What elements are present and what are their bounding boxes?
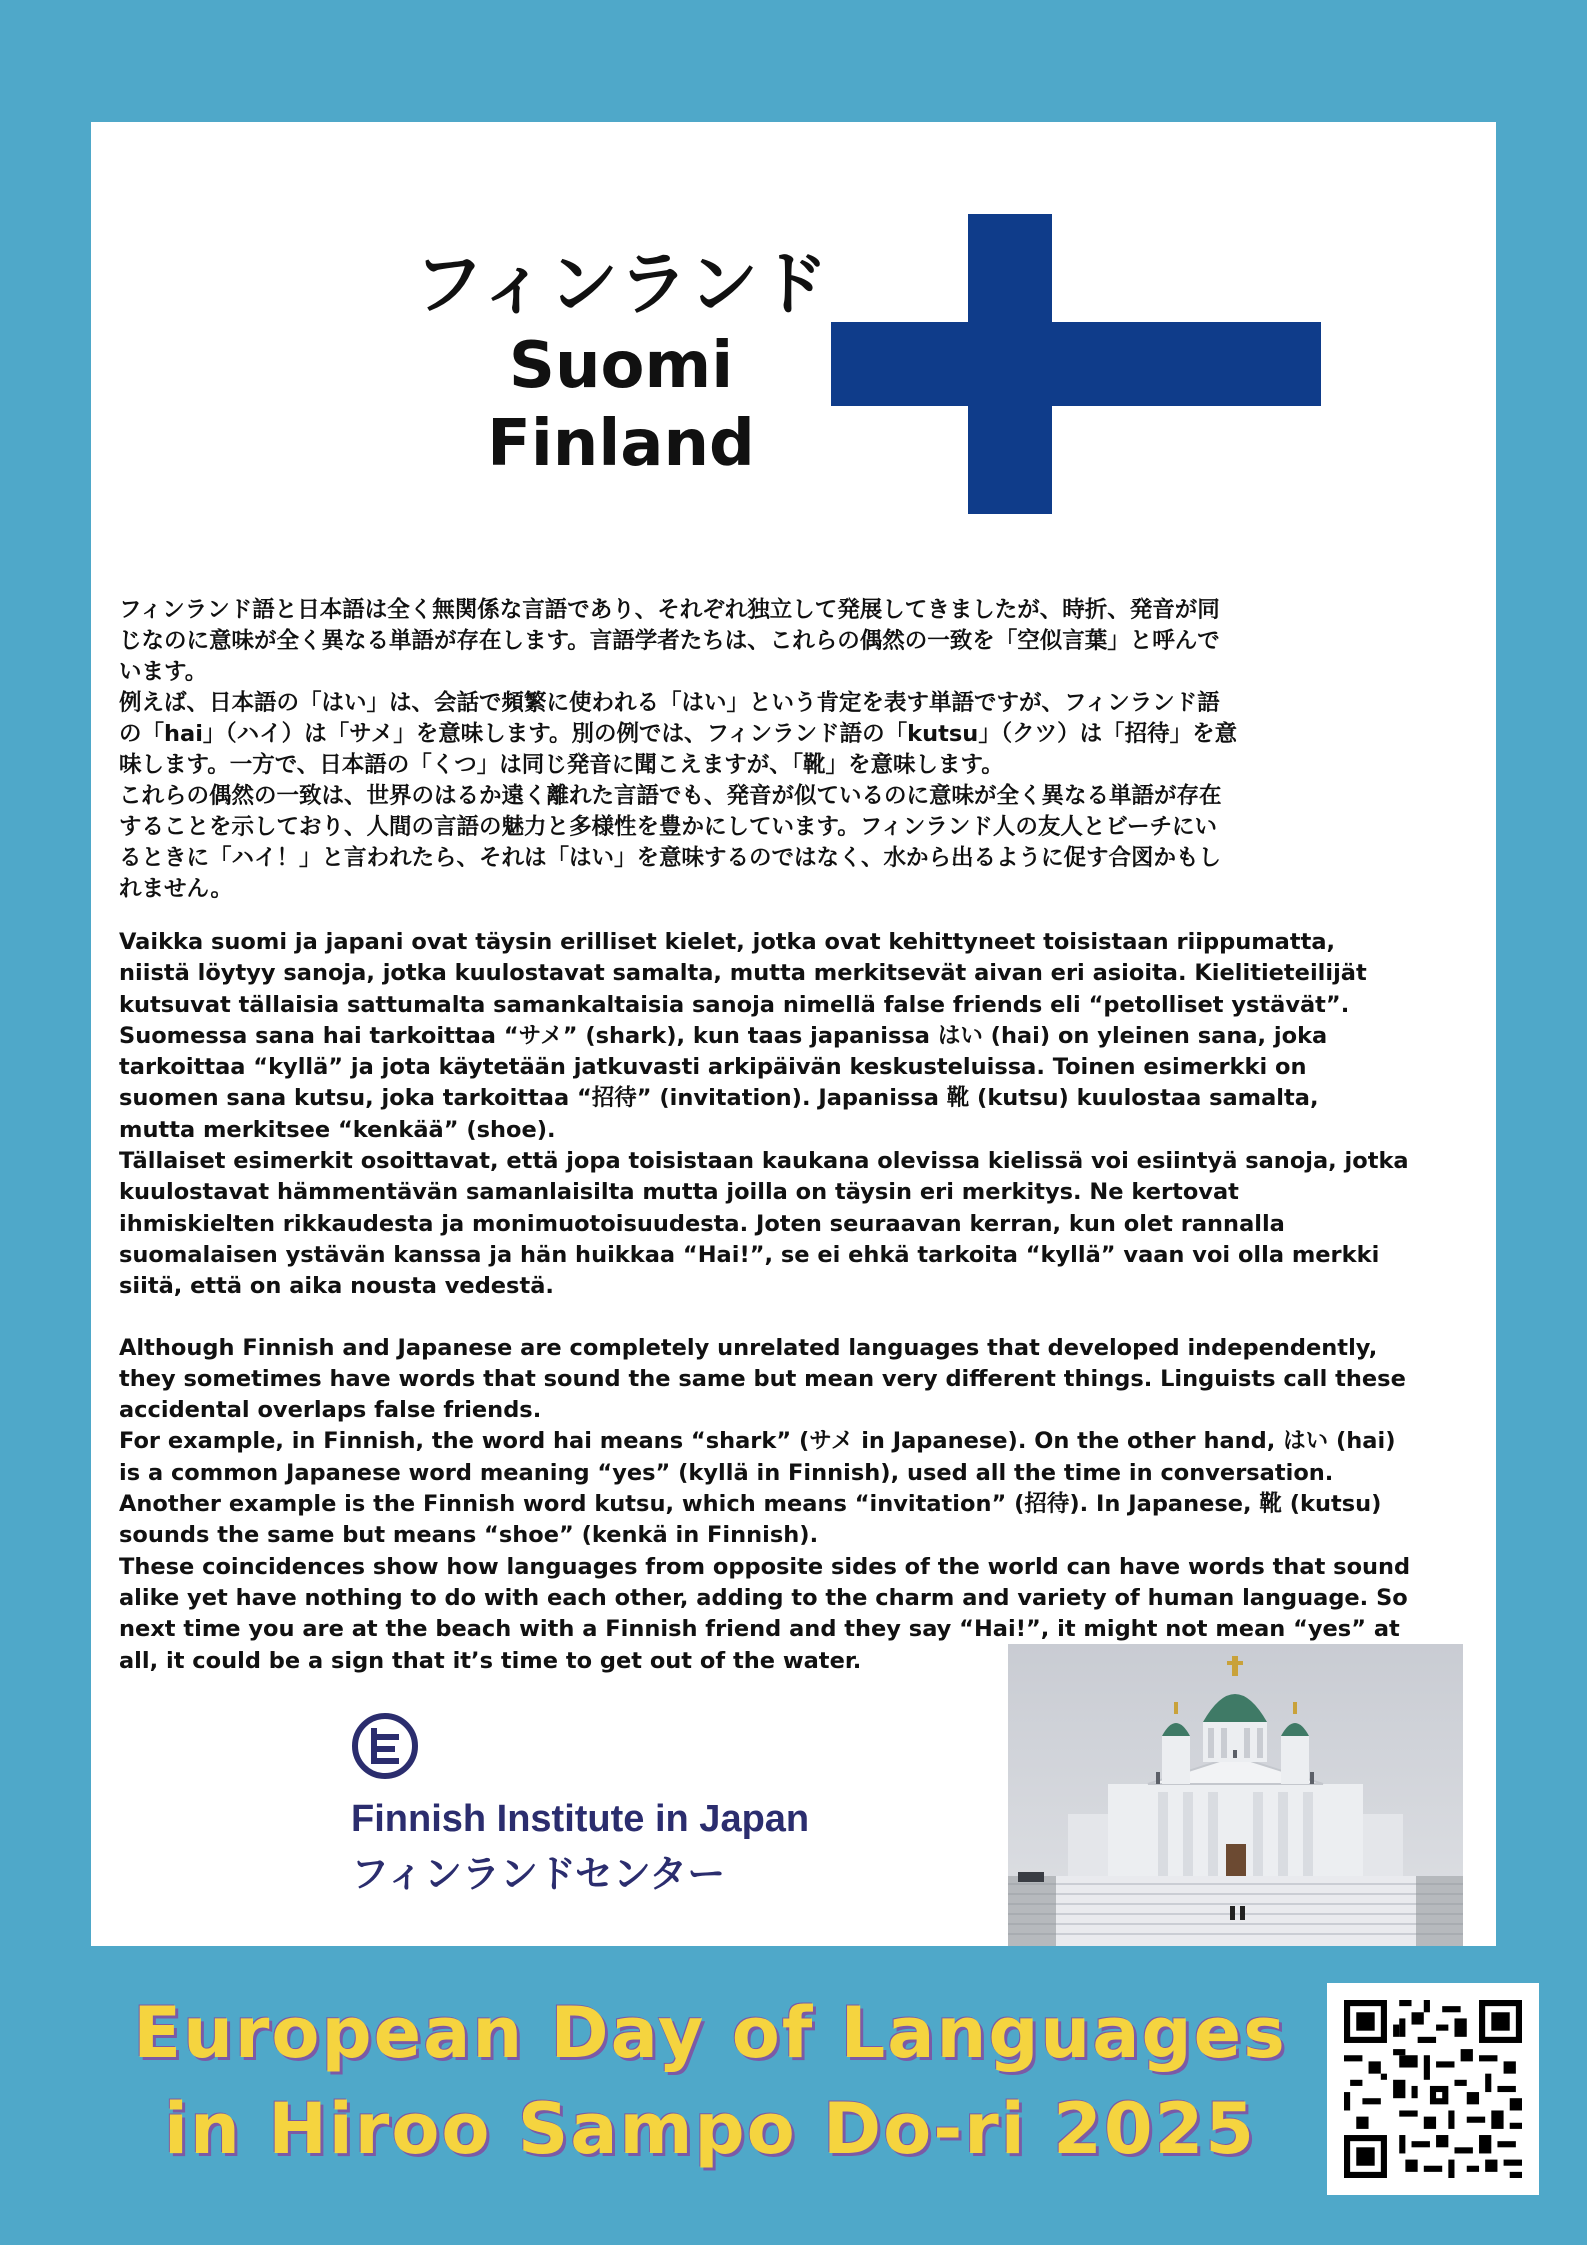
text-line: Although Finnish and Japanese are completely unrelated languages that developed independently, bbox=[119, 1334, 1378, 1361]
event-title-line: European Day of Languages bbox=[133, 1992, 1287, 2074]
finnish-paragraph bbox=[119, 927, 1479, 1303]
text-line: niistä löytyy sanoja, jotka kuulostavat samalta, mutta merkitsevät aivan eri asioita. Kielitieteilijät bbox=[119, 960, 1367, 987]
text-line: suomalaisen ystävän kanssa ja hän huikkaa “Hai!”, se ei ehkä tarkoita “kyllä” vaan voi olla merkki bbox=[119, 1241, 1380, 1268]
text-line: ihmiskielten rikkaudesta ja monimuotoisuudesta. Joten seuraavan kerran, kun olet rannalla bbox=[119, 1210, 1285, 1237]
text-line: sounds the same but means “shoe” (kenkä in Finnish). bbox=[119, 1522, 819, 1549]
text-line: they sometimes have words that sound the same but mean very different things. Linguists call these bbox=[119, 1365, 1406, 1392]
text-line: することを示しており、人間の言語の魅力と多様性を豊かにしています。フィンランド人の友人とビーチにい bbox=[119, 814, 1218, 840]
title-japanese: フィンランド bbox=[413, 243, 829, 325]
text-line: is a common Japanese word meaning “yes” (kyllä in Finnish), used all the time in conversation. bbox=[119, 1459, 1334, 1486]
body-text bbox=[119, 595, 1479, 1699]
text-line: じなのに意味が全く異なる単語が存在します。言語学者たちは、これらの偶然の一致を「空似言葉」と呼んで bbox=[119, 628, 1220, 654]
text-line: siitä, että on aika nousta vedestä. bbox=[119, 1273, 554, 1300]
text-line: これらの偶然の一致は、世界のはるか遠く離れた言語でも、発音が似ているのに意味が全く異なる単語が存在 bbox=[119, 783, 1222, 809]
qr-code-icon bbox=[1344, 2000, 1522, 2178]
text-line: Tällaiset esimerkit osoittavat, että jopa toisistaan kaukana olevissa kielissä voi esiintyä sanoja, jotka bbox=[119, 1148, 1409, 1175]
event-title-line: in Hiroo Sampo Do-ri 2025 bbox=[164, 2088, 1256, 2170]
text-line: mutta merkitsee “kenkää” (shoe). bbox=[119, 1116, 556, 1143]
english-paragraph bbox=[119, 1333, 1479, 1677]
text-line: 味します。一方で、日本語の「くつ」は同じ発音に聞こえますが、「靴」を意味します。 bbox=[119, 752, 1004, 778]
text-line: alike yet have nothing to do with each other, adding to the charm and variety of human language. So bbox=[119, 1584, 1408, 1611]
finland-flag-icon bbox=[831, 214, 1321, 514]
text-line: These coincidences show how languages from opposite sides of the world can have words that sound bbox=[119, 1553, 1411, 1580]
event-title bbox=[100, 1985, 1320, 2177]
content-panel bbox=[91, 122, 1496, 1946]
text-line: Another example is the Finnish word kutsu, which means “invitation” (招待). In Japanese, 靴 (kutsu) bbox=[119, 1491, 1382, 1518]
title-english: Finland bbox=[487, 407, 755, 482]
text-line: next time you are at the beach with a Finnish friend and they say “Hai!”, it might not mean “yes” at bbox=[119, 1616, 1400, 1643]
text-line: For example, in Finnish, the word hai means “shark” (サメ in Japanese). On the other hand, はい (hai) bbox=[119, 1428, 1396, 1455]
text-line: の「hai」（ハイ）は「サメ」を意味します。別の例では、フィンランド語の「kutsu」（クツ）は「招待」を意 bbox=[119, 721, 1238, 747]
text-line: all, it could be a sign that it’s time to get out of the water. bbox=[119, 1647, 862, 1674]
text-line: Vaikka suomi ja japani ovat täysin erilliset kielet, jotka ovat kehittyneet toisistaan riippumatta, bbox=[119, 929, 1336, 955]
institute-logo[interactable] bbox=[351, 1712, 911, 1898]
text-line: accidental overlaps false friends. bbox=[119, 1397, 542, 1424]
text-line: います。 bbox=[119, 659, 208, 685]
text-line: kutsuvat tällaisia sattumalta samankaltaisia sanoja nimellä false friends eli “petolliset ystävät”. bbox=[119, 991, 1350, 1018]
text-line: フィンランド語と日本語は全く無関係な言語であり、それぞれ独立して発展してきましたが、時折、発音が同 bbox=[119, 597, 1220, 623]
text-line: suomen sana kutsu, joka tarkoittaa “招待” (invitation). Japanissa 靴 (kutsu) kuulostaa samalta, bbox=[119, 1085, 1319, 1112]
institute-name-jp: フィンランドセンター bbox=[351, 1852, 726, 1896]
text-line: 例えば、日本語の「はい」は、会話で頻繁に使われる「はい」という肯定を表す単語ですが、フィンランド語 bbox=[119, 690, 1220, 716]
japanese-paragraph bbox=[119, 595, 1479, 905]
finnish-institute-logo-icon bbox=[351, 1712, 419, 1780]
qr-code[interactable] bbox=[1327, 1983, 1539, 2195]
text-line: るときに「ハイ！」と言われたら、それは「はい」を意味するのではなく、水から出るように促す合図かもし bbox=[119, 845, 1222, 871]
helsinki-cathedral-photo bbox=[1008, 1644, 1463, 1946]
text-line: tarkoittaa “kyllä” ja jota käytetään jatkuvasti arkipäivän keskusteluissa. Toinen esimerkki on bbox=[119, 1054, 1307, 1081]
text-line: kuulostavat hämmentävän samanlaisilta mutta joilla on täysin eri merkitys. Ne kertovat bbox=[119, 1179, 1239, 1206]
text-line: れません。 bbox=[119, 876, 233, 902]
text-line: Suomessa sana hai tarkoittaa “サメ” (shark), kun taas japanissa はい (hai) on yleinen sana, joka bbox=[119, 1022, 1328, 1049]
institute-name-en: Finnish Institute in Japan bbox=[351, 1798, 810, 1840]
title-finnish: Suomi bbox=[508, 329, 734, 404]
